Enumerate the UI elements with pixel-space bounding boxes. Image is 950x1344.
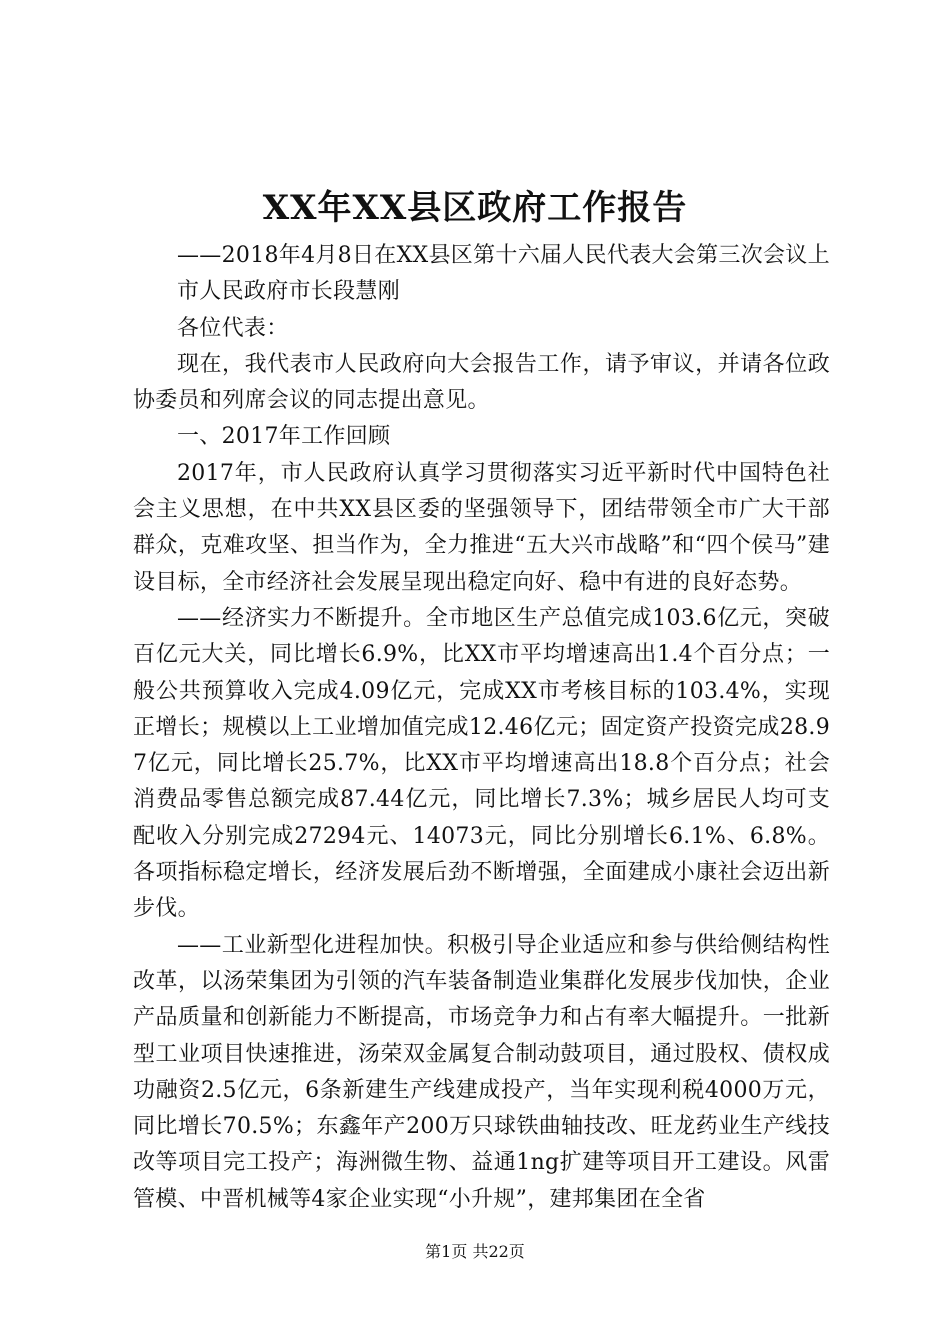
paragraph-subtitle: ——2018年4月8日在XX县区第十六届人民代表大会第三次会议上 xyxy=(177,243,830,268)
document-body xyxy=(133,238,830,1218)
paragraph-intro: 现在，我代表市人民政府向大会报告工作，请予审议，并请各位政协委员和列席会议的同志提出意见。 xyxy=(133,351,830,414)
paragraph-speaker: 市人民政府市长段慧刚 xyxy=(177,279,401,305)
section-heading: 一、2017年工作回顾 xyxy=(177,424,391,450)
paragraph-industry: ——工业新型化进程加快。积极引导企业适应和参与供给侧结构性改革，以汤荣集团为引领的汽车装备制造业集群化发展步伐加快，企业产品质量和创新能力不断提高，市场竞争力和占有率大幅提升。一批新型工业项目快速推进，汤荣双金属复合制动鼓项目，通过股权、债权成功融资2.5亿元，6条新建生产线建成投产，当年实现利税4000万元，同比增长70.5%；东鑫年产200万只球铁曲轴技改、旺龙药业生产线技改等项目完工投产；海洲微生物、益通1ng扩建等项目开工建设。风雷管模、中晋机械等4家企业实现“小升规”，建邦集团在全省 xyxy=(133,932,830,1212)
paragraph-salutation: 各位代表： xyxy=(177,315,289,341)
paragraph-economy: ——经济实力不断提升。全市地区生产总值完成103.6亿元，突破百亿元大关，同比增长6.9%，比XX市平均增速高出1.4个百分点；一般公共预算收入完成4.09亿元，完成XX市考核目标的103.4%，实现正增长；规模以上工业增加值完成12.46亿元；固定资产投资完成28.97亿元，同比增长25.7%，比XX市平均增速高出18.8个百分点；社会消费品零售总额完成87.44亿元，同比增长7.3%；城乡居民人均可支配收入分别完成27294元、14073元，同比分别增长6.1%、6.8%。各项指标稳定增长，经济发展后劲不断增强，全面建成小康社会迈出新步伐。 xyxy=(133,605,830,922)
document-title: XX年XX县区政府工作报告 xyxy=(262,188,688,228)
page-number: 第1页 共22页 xyxy=(425,1242,525,1261)
paragraph-overview: 2017年，市人民政府认真学习贯彻落实习近平新时代中国特色社会主义思想，在中共XX县区委的坚强领导下，团结带领全市广大干部群众，克难攻坚、担当作为，全力推进“五大兴市战略”和“四个侯马”建设目标，全市经济社会发展呈现出稳定向好、稳中有进的良好态势。 xyxy=(133,460,830,595)
